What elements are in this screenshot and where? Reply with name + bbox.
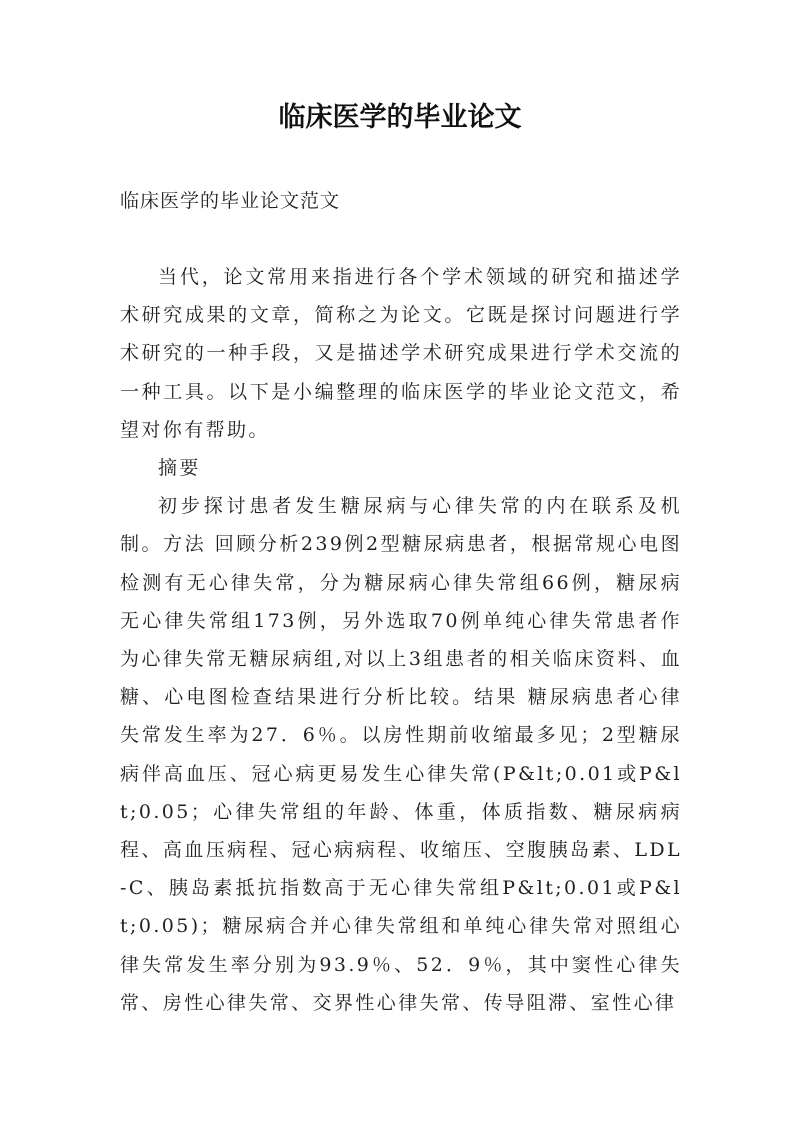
abstract-paragraph: 初步探讨患者发生糖尿病与心律失常的内在联系及机制。方法 回顾分析239例2型糖尿病患者，根据常规心电图检测有无心律失常，分为糖尿病心律失常组66例，糖尿病无心律失常组173例，另外选取70例单纯心律失常患者作为心律失常无糖尿病组,对以上3组患者的相关临床资料、血糖、心电图检查结果进行分析比较。结果 糖尿病患者心律失常发生率为27．6％。以房性期前收缩最多见；2型糖尿病伴高血压、冠心病更易发生心律失常(P&lt;0.01或P&lt;0.05；心律失常组的年龄、体重，体质指数、糖尿病病程、高血压病程、冠心病病程、收缩压、空腹胰岛素、LDL-C、胰岛素抵抗指数高于无心律失常组P&lt;0.01或P&lt;0.05)；糖尿病合并心律失常组和单纯心律失常对照组心律失常发生率分别为93.9％、52．9％，其中窦性心律失常、房性心律失常、交界性心律失常、传导阻滞、室性心律: [120, 495, 682, 1014]
document-subtitle: 临床医学的毕业论文范文: [120, 190, 341, 212]
document-title: 临床医学的毕业论文: [278, 102, 522, 133]
abstract-heading: 摘要: [158, 457, 201, 480]
intro-paragraph: 当代，论文常用来指进行各个学术领域的研究和描述学术研究成果的文章，简称之为论文。它既是探讨问题进行学术研究的一种手段，又是描述学术研究成果进行学术交流的一种工具。以下是小编整理的临床医学的毕业论文范文，希望对你有帮助。: [120, 266, 682, 441]
document-body: [120, 258, 682, 1022]
